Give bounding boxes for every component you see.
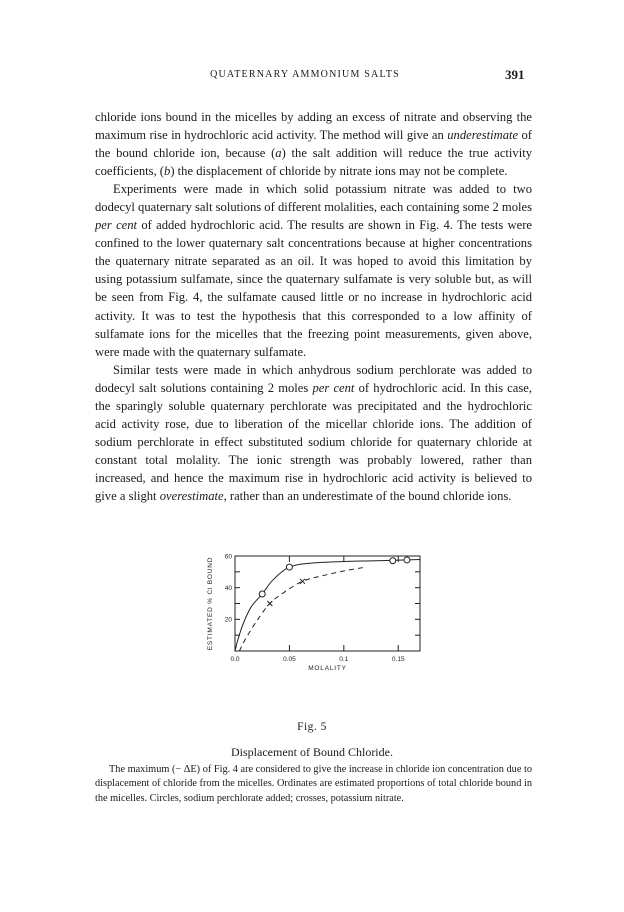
plot-frame [235,556,420,651]
cross-series-line [239,567,365,651]
circle-marker [259,591,265,597]
p1-item-a: a [275,146,282,161]
p3-emphasis-2: overestimate, [159,488,227,503]
x-tick-label: 0.15 [391,656,405,663]
x-axis-label: MOLALITY [308,665,347,672]
paragraph-1 [95,108,532,180]
running-title: QUATERNARY AMMONIUM SALTS [210,69,400,80]
figure-caption [95,763,532,806]
p1-text-2: of the bound chloride ion, because ( [95,128,533,161]
circle-marker [404,557,410,563]
y-axis-label: ESTIMATED % Cl BOUND [207,556,214,651]
circle-marker [390,558,396,564]
p1-item-b: b [164,164,171,179]
cross-marker [267,601,272,606]
y-tick-label: 20 [224,616,232,624]
p2-text: Experiments were made in which solid potassium nitrate was added to two dodecyl quaternary salt solutions of different molalities, each containing some 2 moles [95,182,532,215]
paragraph-3 [95,361,532,505]
p1-text-4: ) the displacement of chloride by nitrate ions may not be complete. [170,164,508,179]
cross-marker [300,579,305,584]
y-tick-label: 60 [224,553,232,561]
x-tick-label: 0.05 [283,656,296,663]
chart-markers [259,557,410,606]
p1-text-3: ) the salt addition will reduce the true activity coefficients, ( [95,146,532,179]
p3-emphasis: per cent [312,380,355,395]
caption-text: The maximum (− ΔE) of Fig. 4 are considered to give the increase in chloride ion concentration due to displacement of chloride from the micelles. Ordinates are estimated proportions of total chloride bound in the micelles. Circles, sodium perchlorate added; crosses, potassium nitrate. [95,764,532,804]
chart-axes [235,556,420,651]
p1-emphasis: underestimate [447,128,519,143]
x-tick-label: 0.0 [230,656,240,663]
y-tick-label: 40 [224,584,232,592]
page-number: 391 [505,67,525,82]
running-head [0,67,624,87]
x-tick-label: 0.1 [339,656,349,663]
figure-label-text: Fig. 5 [297,721,327,733]
p2-text-2: of added hydrochloric acid. The results are shown in Fig. 4. The tests were confined to the lower quaternary salt concentrations because at higher concentrations the quaternary nitrate separated as an oil. It was hoped to avoid this limitation by using potassium sulfamate, since the quaternary sulfamate is very soluble but, as will be seen from Fig. 4, the sulfamate caused little or no increase in hydrochloric acid activity. It was to test the hypothesis that this corresponded to a low affinity of sulfamate ions for the micelles that the freezing point measurements, given above, were made with the quaternary sulfamate. [95,218,533,359]
p3-text-2: of hydrochloric acid. In this case, the sparingly soluble quaternary perchlorate was precipitated and the hydrochloric acid activity rose, due to liberation of the micellar chloride ions. The addition of sodium perchlorate in effect substituted sodium chloride for quaternary chloride at constant total molality. The ionic strength was probably lowered, rather than increased, and hence the maximum rise in hydrochloric acid activity is believed to give a slight [95,380,532,503]
figure-title: Displacement of Bound Chloride. [231,745,393,759]
paragraph-2 [95,180,532,360]
circle-series-line [235,560,420,652]
body-text [95,108,532,505]
p2-emphasis: per cent [95,218,138,233]
circle-marker [286,564,292,570]
p1-text: chloride ions bound in the micelles by adding an excess of nitrate and observing the maximum rise in hydrochloric acid activity. The method will give an [95,110,532,143]
p3-text: Similar tests were made in which anhydrous sodium perchlorate was added to dodecyl salt solutions containing 2 moles [95,362,532,395]
chart-labels [207,553,405,672]
chart-curves [235,560,420,652]
p3-text-3: rather than an underestimate of the bound chloride ions. [226,488,512,503]
chart-svg [185,548,445,698]
figure-label [0,721,624,733]
figure-5-chart [185,548,445,698]
